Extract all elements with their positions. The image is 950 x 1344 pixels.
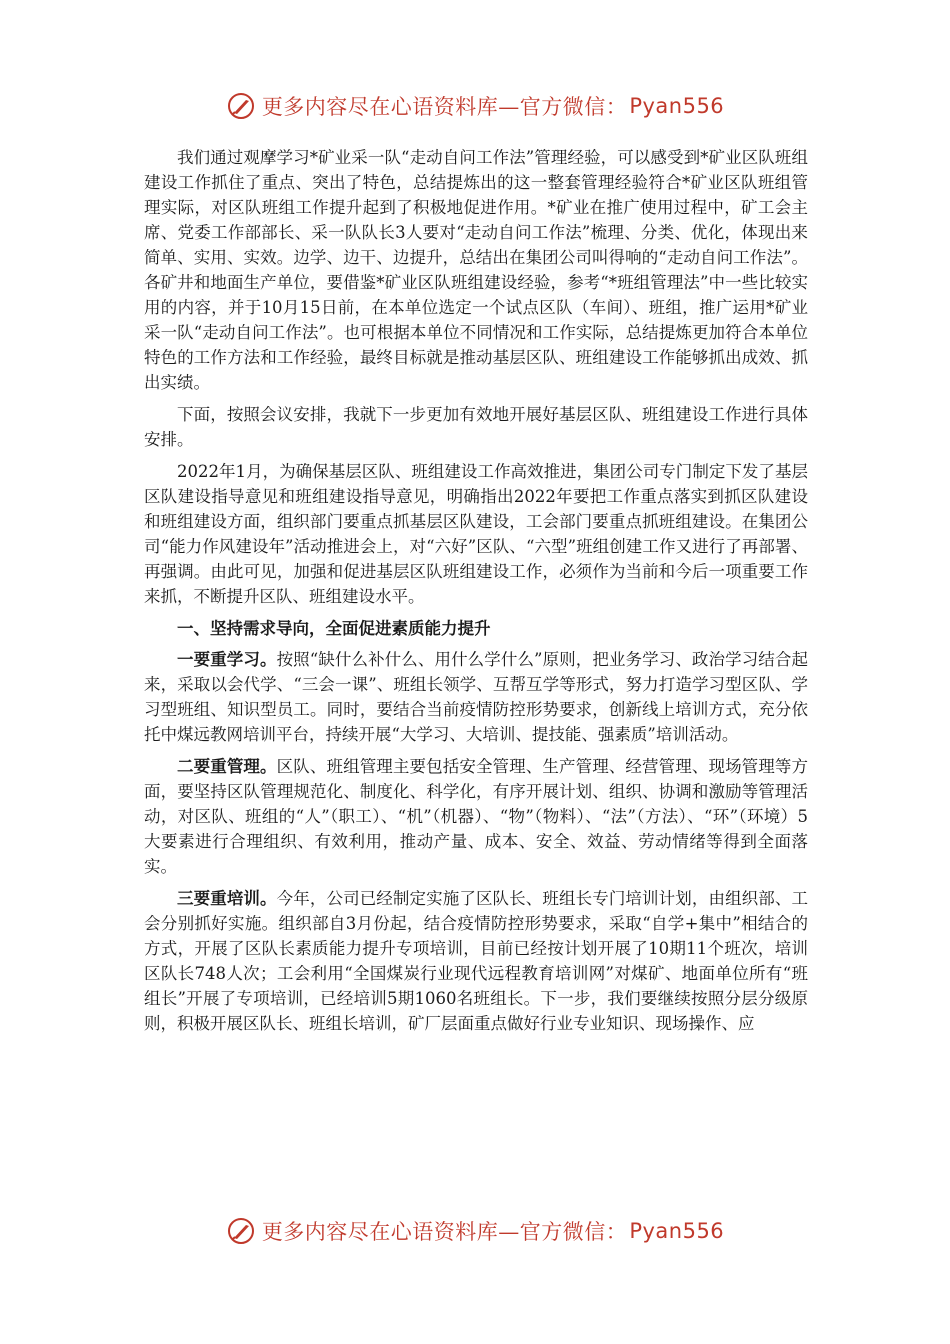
banner-text: 更多内容尽在心语资料库—官方微信： xyxy=(261,1220,628,1244)
quill-logo-icon xyxy=(226,91,256,121)
watermark-banner-top xyxy=(0,86,950,126)
document-body xyxy=(144,145,808,1043)
watermark-banner-bottom xyxy=(0,1211,950,1251)
point-learning-text: 按照“缺什么补什么、用什么学什么”原则，把业务学习、政治学习结合起来，采取以会代学、“三会一课”、班组长领学、互帮互学等形式，努力打造学习型区队、学习型班组、知识型员工。同时，要结合当前疫情防控形势要求，创新线上培训方式，充分依托中煤远教网培训平台，持续开展“大学习、大培训、提技能、强素质”培训活动。 xyxy=(144,650,809,744)
banner-wechat-id: Pyan556 xyxy=(629,1219,725,1243)
paragraph-3: 2022年1月，为确保基层区队、班组建设工作高效推进，集团公司专门制定下发了基层区队建设指导意见和班组建设指导意见，明确指出2022年要把工作重点落实到抓区队建设和班组建设方面，组织部门要重点抓基层区队建设，工会部门要重点抓班组建设。在集团公司“能力作风建设年”活动推进会上，对“六好”区队、“六型”班组创建工作又进行了再部署、再强调。由此可见，加强和促进基层区队班组建设工作，必须作为当前和今后一项重要工作来抓，不断提升区队、班组建设水平。 xyxy=(144,462,808,606)
point-management xyxy=(144,754,808,879)
point-learning xyxy=(144,647,808,747)
point-training xyxy=(144,886,808,1036)
paragraph-1: 我们通过观摩学习*矿业采一队“走动自问工作法”管理经验，可以感受到*矿业区队班组建设工作抓住了重点、突出了特色，总结提炼出的这一整套管理经验符合*矿业区队班组管理实际，对区队班组工作提升起到了积极地促进作用。*矿业在推广使用过程中，矿工会主席、党委工作部部长、采一队队长3人要对“走动自问工作法”梳理、分类、优化，体现出来简单、实用、实效。边学、边干、边提升，总结出在集团公司叫得响的“走动自问工作法”。各矿井和地面生产单位，要借鉴*矿业区队班组建设经验，参考“*班组管理法”中一些比较实用的内容，并于10月15日前，在本单位选定一个试点区队（车间）、班组，推广运用*矿业采一队“走动自问工作法”。也可根据本单位不同情况和工作实际，总结提炼更加符合本单位特色的工作方法和工作经验，最终目标就是推动基层区队、班组建设工作能够抓出成效、抓出实绩。 xyxy=(144,148,808,392)
point-training-text: 今年，公司已经制定实施了区队长、班组长专门培训计划，由组织部、工会分别抓好实施。组织部自3月份起，结合疫情防控形势要求，采取“自学+集中”相结合的方式，开展了区队长素质能力提升专项培训，目前已经按计划开展了10期11个班次，培训区队长748人次；工会利用“全国煤炭行业现代远程教育培训网”对煤矿、地面单位所有“班组长”开展了专项培训，已经培训5期1060名班组长。下一步，我们要继续按照分层分级原则，积极开展区队长、班组长培训，矿厂层面重点做好行业专业知识、现场操作、应 xyxy=(144,889,809,1033)
point-training-lead: 三要重培训。 xyxy=(177,889,277,908)
paragraph-2: 下面，按照会议安排，我就下一步更加有效地开展好基层区队、班组建设工作进行具体安排。 xyxy=(144,405,808,449)
point-management-lead: 二要重管理。 xyxy=(177,757,277,776)
quill-logo-icon xyxy=(226,1216,256,1246)
point-learning-lead: 一要重学习。 xyxy=(177,650,277,669)
banner-wechat-id: Pyan556 xyxy=(629,94,725,118)
point-management-text: 区队、班组管理主要包括安全管理、生产管理、经营管理、现场管理等方面，要坚持区队管理规范化、制度化、科学化，有序开展计划、组织、协调和激励等管理活动，对区队、班组的“人”（职工）、“机”（机器）、“物”（物料）、“法”（方法）、“环”（环境）5大要素进行合理组织、有效利用，推动产量、成本、安全、效益、劳动情绪等得到全面落实。 xyxy=(144,757,809,876)
section-heading: 一、坚持需求导向，全面促进素质能力提升 xyxy=(177,619,491,638)
banner-text: 更多内容尽在心语资料库—官方微信： xyxy=(261,95,628,119)
